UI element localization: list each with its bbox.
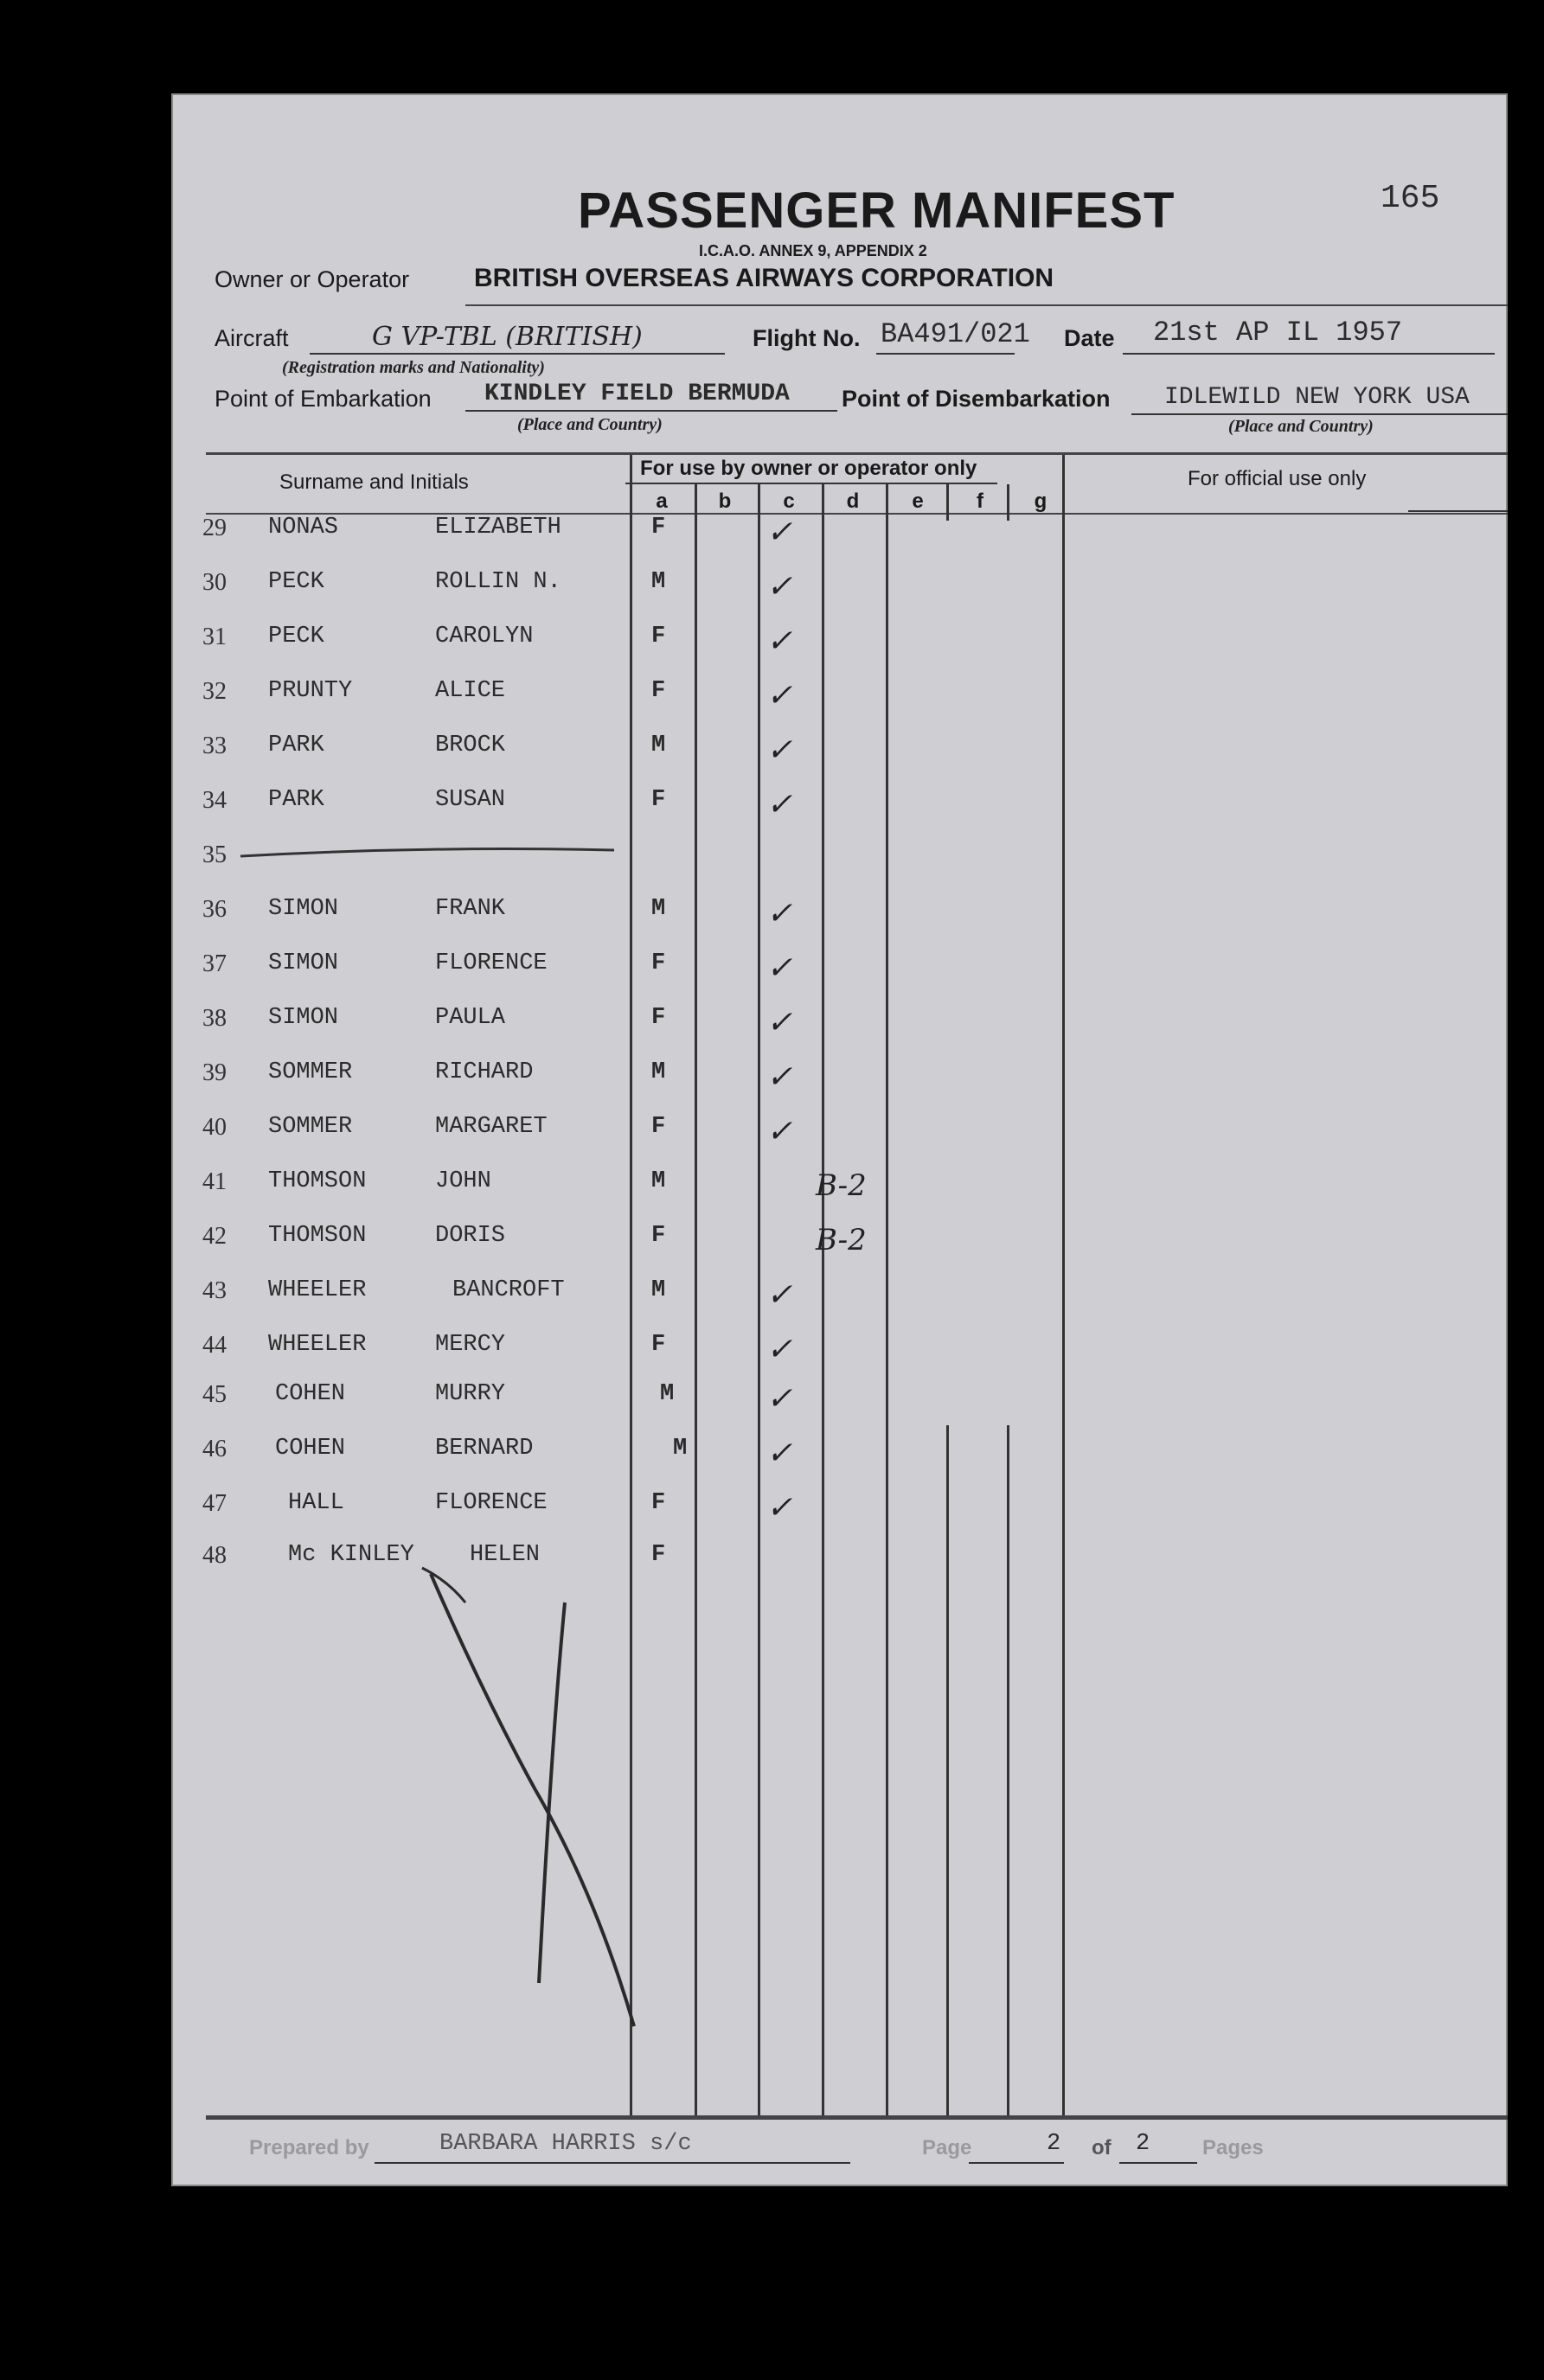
surname: THOMSON (268, 1223, 367, 1249)
row-number: 41 (202, 1168, 227, 1195)
check-mark: ✓ (766, 1490, 793, 1526)
surname: COHEN (275, 1436, 346, 1462)
disembarkation-value: IDLEWILD NEW YORK USA (1164, 384, 1470, 411)
surname: NONAS (268, 515, 339, 541)
surname: THOMSON (268, 1168, 367, 1194)
name-column-header: Surname and Initials (279, 470, 469, 494)
row-number: 42 (202, 1223, 227, 1250)
sex: F (651, 515, 666, 541)
given-names: FLORENCE (435, 950, 548, 976)
row-number: 35 (202, 841, 227, 868)
prepared-label: Prepared by (249, 2136, 369, 2159)
check-mark: ✓ (766, 787, 793, 822)
given-names: BANCROFT (452, 1277, 565, 1303)
surname: HALL (288, 1490, 344, 1516)
check-mark: ✓ (766, 1381, 793, 1417)
check-mark: ✓ (766, 624, 793, 659)
given-names: FLORENCE (435, 1490, 548, 1516)
voiding-stroke (422, 1568, 465, 1603)
row-number: 43 (202, 1277, 227, 1304)
voiding-stroke (431, 1574, 634, 2026)
embarkation-label: Point of Embarkation (215, 386, 432, 412)
row-number: 39 (202, 1059, 227, 1086)
surname: SIMON (268, 1005, 339, 1031)
owner-value: BRITISH OVERSEAS AIRWAYS CORPORATION (474, 264, 1054, 292)
row-number: 29 (202, 515, 227, 541)
row-number: 30 (202, 569, 227, 596)
surname: PARK (268, 733, 324, 758)
surname: PECK (268, 569, 324, 595)
sex: M (651, 569, 666, 595)
manifest-sheet (171, 93, 1508, 2186)
given-names: ELIZABETH (435, 515, 561, 541)
row-number: 31 (202, 624, 227, 650)
page-label: Page (922, 2136, 972, 2159)
check-mark: ✓ (766, 1114, 793, 1149)
sex: M (651, 733, 666, 758)
surname: SIMON (268, 896, 339, 922)
sex: F (651, 1223, 666, 1249)
column-f-header: f (977, 489, 983, 513)
sex: F (651, 1542, 666, 1568)
registration-note: (Registration marks and Nationality) (282, 358, 545, 377)
check-mark: ✓ (766, 515, 793, 550)
surname: PECK (268, 624, 324, 649)
check-mark: ✓ (766, 569, 793, 605)
official-use-header: For official use only (1188, 467, 1367, 490)
surname: SIMON (268, 950, 339, 976)
check-mark: ✓ (766, 1059, 793, 1095)
row-number: 32 (202, 678, 227, 705)
column-e-header: e (912, 489, 924, 513)
row-number: 44 (202, 1332, 227, 1359)
surname: Mc KINLEY (288, 1542, 414, 1568)
given-names: SUSAN (435, 787, 506, 813)
embarkation-value: KINDLEY FIELD BERMUDA (484, 381, 790, 407)
column-a-header: a (656, 489, 668, 513)
row-number: 46 (202, 1436, 227, 1462)
given-names: JOHN (435, 1168, 491, 1194)
aircraft-value: G VP-TBL (BRITISH) (372, 322, 643, 352)
given-names: ALICE (435, 678, 506, 704)
given-names: CAROLYN (435, 624, 534, 649)
disembarkation-note: (Place and Country) (1228, 417, 1374, 436)
sheet-number: 165 (1381, 180, 1440, 217)
sex: F (651, 1005, 666, 1031)
sex: M (651, 1277, 666, 1303)
sex: M (651, 1168, 666, 1194)
given-names: DORIS (435, 1223, 506, 1249)
row-number: 45 (202, 1381, 227, 1408)
surname: SOMMER (268, 1114, 353, 1140)
sex: F (651, 624, 666, 649)
given-names: MERCY (435, 1332, 506, 1358)
strike-line (240, 849, 614, 856)
page-value: 2 (1047, 2131, 1061, 2157)
given-names: MARGARET (435, 1114, 548, 1140)
given-names: FRANK (435, 896, 506, 922)
row-number: 34 (202, 787, 227, 814)
sex: F (651, 950, 666, 976)
check-mark: ✓ (766, 950, 793, 986)
of-underline (1119, 2162, 1197, 2164)
row-number: 40 (202, 1114, 227, 1141)
handwriting-overlay (171, 93, 1508, 2186)
check-mark: ✓ (766, 896, 793, 931)
embarkation-note: (Place and Country) (517, 415, 663, 434)
check-mark: ✓ (766, 678, 793, 713)
given-names: HELEN (470, 1542, 541, 1568)
page-subtitle: I.C.A.O. ANNEX 9, APPENDIX 2 (699, 242, 927, 259)
flight-label: Flight No. (753, 325, 861, 351)
row-number: 47 (202, 1490, 227, 1517)
column-c-header: c (783, 489, 795, 513)
column-g-header: g (1034, 489, 1047, 513)
check-mark: ✓ (766, 733, 793, 768)
pages-label: Pages (1202, 2136, 1264, 2159)
check-mark: ✓ (766, 1277, 793, 1313)
voiding-stroke (539, 1603, 565, 1983)
surname: PRUNTY (268, 678, 353, 704)
sex: F (651, 678, 666, 704)
given-names: RICHARD (435, 1059, 534, 1085)
page-underline (969, 2162, 1064, 2164)
of-label: of (1092, 2136, 1112, 2159)
table-bottom-rule (206, 2115, 1508, 2120)
row-number: 48 (202, 1542, 227, 1569)
column-d-header: d (846, 489, 860, 513)
given-names: ROLLIN N. (435, 569, 561, 595)
sex: F (651, 1490, 666, 1516)
row-number: 38 (202, 1005, 227, 1032)
surname: PARK (268, 787, 324, 813)
annotation: B-2 (816, 1223, 867, 1257)
given-names: PAULA (435, 1005, 506, 1031)
sex: M (660, 1381, 675, 1407)
annotation: B-2 (816, 1168, 867, 1203)
owner-use-header: For use by owner or operator only (640, 457, 977, 480)
sex: F (651, 787, 666, 813)
surname: WHEELER (268, 1277, 367, 1303)
sex: M (651, 896, 666, 922)
owner-label: Owner or Operator (215, 266, 410, 292)
sex: M (673, 1436, 688, 1462)
check-mark: ✓ (766, 1332, 793, 1367)
given-names: MURRY (435, 1381, 506, 1407)
sex: F (651, 1114, 666, 1140)
of-value: 2 (1136, 2131, 1150, 2157)
page-title: PASSENGER MANIFEST (578, 182, 1176, 239)
check-mark: ✓ (766, 1436, 793, 1471)
check-mark: ✓ (766, 1005, 793, 1040)
date-value: 21st AP IL 1957 (1153, 317, 1403, 349)
column-b-header: b (718, 489, 732, 513)
surname: SOMMER (268, 1059, 353, 1085)
surname: COHEN (275, 1381, 346, 1407)
surname: WHEELER (268, 1332, 367, 1358)
disembarkation-label: Point of Disembarkation (842, 386, 1111, 412)
flight-value: BA491/021 (881, 318, 1030, 350)
date-label: Date (1064, 325, 1115, 351)
sex: M (651, 1059, 666, 1085)
prepared-value: BARBARA HARRIS s/c (439, 2131, 692, 2157)
given-names: BROCK (435, 733, 506, 758)
given-names: BERNARD (435, 1436, 534, 1462)
row-number: 33 (202, 733, 227, 759)
prepared-underline (375, 2162, 850, 2164)
row-number: 37 (202, 950, 227, 977)
row-number: 36 (202, 896, 227, 923)
sex: F (651, 1332, 666, 1358)
aircraft-label: Aircraft (215, 325, 289, 351)
